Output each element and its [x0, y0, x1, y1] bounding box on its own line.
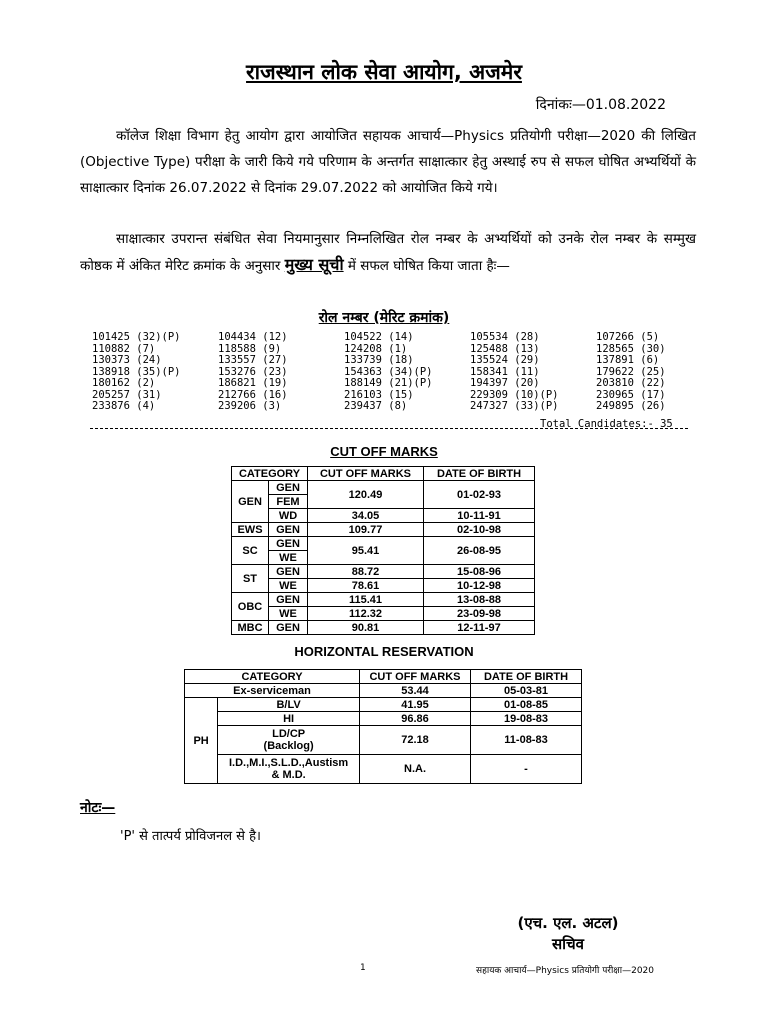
cell-subcategory: WE — [269, 607, 308, 621]
cell-marks: 96.86 — [360, 712, 471, 726]
cell-dob: 10-11-91 — [424, 509, 535, 523]
table-row — [185, 684, 582, 698]
document-date: दिनांकः—01.08.2022 — [535, 97, 666, 113]
col-header-category: CATEGORY — [185, 670, 360, 684]
roll-entry: 239206 (3) — [218, 400, 282, 412]
cell-subcategory: B/LV — [218, 698, 360, 712]
roll-entry: 104434 (12) — [218, 331, 288, 343]
result-paragraph-text-2: में सफल घोषित किया जाता हैः— — [343, 258, 510, 274]
roll-entry: 229309 (10)(P) — [470, 388, 559, 401]
cell-subcategory: GEN — [269, 593, 308, 607]
roll-number-list — [92, 332, 722, 413]
roll-entry: 107266 (5) — [596, 331, 660, 343]
table-header-row — [232, 467, 535, 481]
cell-marks: 95.41 — [308, 537, 424, 565]
roll-entry: 124208 (1) — [344, 342, 408, 355]
cell-dob: 10-12-98 — [424, 579, 535, 593]
roll-entry: 180162 (2) — [92, 377, 156, 389]
idmi-label-2: & M.D. — [271, 769, 306, 781]
roll-entry: 110882 (7) — [92, 342, 156, 355]
roll-entry: 101425 (32)(P) — [92, 331, 181, 343]
roll-entry: 153276 (23) — [218, 365, 288, 378]
cell-marks: 90.81 — [308, 621, 424, 635]
roll-row — [92, 332, 722, 344]
page-title: राजस्थान लोक सेवा आयोग, अजमेर — [246, 60, 522, 84]
roll-entry: 249895 (26) — [596, 400, 666, 412]
cell-category: SC — [232, 537, 269, 565]
roll-entry: 233876 (4) — [92, 400, 156, 412]
page-number: 1 — [360, 963, 366, 973]
roll-entry: 154363 (34)(P) — [344, 365, 433, 378]
cell-dob: 05-03-81 — [471, 684, 582, 698]
dashed-divider — [90, 428, 688, 429]
table-row — [232, 565, 535, 579]
table-row — [232, 509, 535, 523]
cell-marks: 120.49 — [308, 481, 424, 509]
cell-marks: 34.05 — [308, 509, 424, 523]
cell-category: ST — [232, 565, 269, 593]
roll-entry: 135524 (29) — [470, 354, 540, 366]
roll-entry: 247327 (33)(P) — [470, 400, 559, 412]
horizontal-reservation-title: HORIZONTAL RESERVATION — [294, 644, 474, 659]
roll-entry: 230965 (17) — [596, 388, 666, 401]
cell-marks: 88.72 — [308, 565, 424, 579]
cell-marks: 112.32 — [308, 607, 424, 621]
roll-entry: 105534 (28) — [470, 331, 540, 343]
roll-entry: 205257 (31) — [92, 388, 162, 401]
table-row — [185, 755, 582, 784]
roll-entry: 203810 (22) — [596, 377, 666, 389]
cell-subcategory: GEN — [269, 523, 308, 537]
roll-entry: 138918 (35)(P) — [92, 365, 181, 378]
cell-subcategory — [218, 755, 360, 784]
col-header-marks: CUT OFF MARKS — [360, 670, 471, 684]
roll-row — [92, 355, 722, 367]
ldcp-label: LD/CP — [272, 728, 306, 740]
roll-entry: 137891 (6) — [596, 354, 660, 366]
table-row — [232, 523, 535, 537]
roll-entry: 212766 (16) — [218, 388, 288, 401]
footer-text: सहायक आचार्य—Physics प्रतियोगी परीक्षा—2020 — [476, 966, 655, 976]
cell-marks: 78.61 — [308, 579, 424, 593]
cutoff-table — [231, 466, 535, 635]
idmi-label: I.D.,M.I.,S.L.D.,Austism — [229, 757, 349, 769]
cell-subcategory: GEN — [269, 537, 308, 551]
cell-category: PH — [185, 698, 218, 784]
ldcp-backlog-label: (Backlog) — [263, 740, 314, 752]
note-text: 'P' से तात्पर्य प्रोविजनल से है। — [120, 829, 261, 844]
cell-subcategory: GEN — [269, 621, 308, 635]
roll-entry: 133739 (18) — [344, 354, 414, 366]
cell-marks: 41.95 — [360, 698, 471, 712]
cell-subcategory: HI — [218, 712, 360, 726]
roll-entry: 239437 (8) — [344, 400, 408, 412]
roll-entry: 133557 (27) — [218, 354, 288, 366]
roll-entry: 104522 (14) — [344, 331, 414, 343]
cell-marks: 109.77 — [308, 523, 424, 537]
roll-entry: 125488 (13) — [470, 342, 540, 355]
col-header-dob: DATE OF BIRTH — [424, 467, 535, 481]
table-row — [232, 593, 535, 607]
cell-category: Ex-serviceman — [185, 684, 360, 698]
cell-subcategory: WE — [269, 551, 308, 565]
roll-entry: 179622 (25) — [596, 365, 666, 378]
cell-subcategory: FEM — [269, 495, 308, 509]
cell-dob: 15-08-96 — [424, 565, 535, 579]
roll-row — [92, 401, 722, 413]
cell-dob: 26-08-95 — [424, 537, 535, 565]
note-label: नोटः— — [80, 800, 116, 816]
roll-row — [92, 378, 722, 390]
cell-dob: 12-11-97 — [424, 621, 535, 635]
cell-subcategory: GEN — [269, 481, 308, 495]
cell-dob: 11-08-83 — [471, 726, 582, 755]
cell-category: EWS — [232, 523, 269, 537]
signatory-designation: सचिव — [552, 935, 584, 953]
signatory-name: (एच. एल. अटल) — [517, 914, 619, 932]
horizontal-reservation-table — [184, 669, 582, 784]
cell-dob: 13-08-88 — [424, 593, 535, 607]
cell-subcategory: WE — [269, 579, 308, 593]
table-row — [232, 579, 535, 593]
cutoff-title: CUT OFF MARKS — [330, 444, 438, 459]
intro-paragraph: कॉलेज शिक्षा विभाग हेतु आयोग द्वारा आयोजित सहायक आचार्य—Physics प्रतियोगी परीक्षा—2020 की लिखित (Objective Type) परीक्षा के जारी किये गये परिणाम के अन्तर्गत साक्षात्कार हेतु अस्थाई रुप से सफल घोषित अभ्यर्थियों के साक्षात्कार दिनांक 26.07.2022 से दिनांक 29.07.2022 को आयोजित किये गये। — [80, 128, 696, 196]
col-header-dob: DATE OF BIRTH — [471, 670, 582, 684]
cell-subcategory — [218, 726, 360, 755]
roll-entry: 130373 (24) — [92, 354, 162, 366]
roll-entry: 158341 (11) — [470, 365, 540, 378]
cell-category: MBC — [232, 621, 269, 635]
cell-dob: 01-02-93 — [424, 481, 535, 509]
cell-dob: 01-08-85 — [471, 698, 582, 712]
cell-subcategory: WD — [269, 509, 308, 523]
col-header-category: CATEGORY — [232, 467, 308, 481]
cell-subcategory: GEN — [269, 565, 308, 579]
roll-entry: 194397 (20) — [470, 377, 540, 389]
table-row — [185, 712, 582, 726]
table-row — [232, 537, 535, 551]
roll-heading: रोल नम्बर (मेरिट क्रमांक) — [318, 310, 450, 326]
cell-marks: N.A. — [360, 755, 471, 784]
cell-marks: 115.41 — [308, 593, 424, 607]
cell-dob: 23-09-98 — [424, 607, 535, 621]
roll-entry: 118588 (9) — [218, 342, 282, 355]
roll-entry: 128565 (30) — [596, 342, 666, 355]
table-row — [232, 481, 535, 495]
roll-entry: 216103 (15) — [344, 388, 414, 401]
cell-marks: 72.18 — [360, 726, 471, 755]
table-header-row — [185, 670, 582, 684]
table-row — [232, 607, 535, 621]
cell-dob: 19-08-83 — [471, 712, 582, 726]
cell-category: GEN — [232, 481, 269, 523]
roll-entry: 188149 (21)(P) — [344, 377, 433, 389]
result-paragraph — [80, 226, 696, 279]
table-row — [185, 726, 582, 755]
table-row — [232, 621, 535, 635]
col-header-marks: CUT OFF MARKS — [308, 467, 424, 481]
main-list-label: मुख्य सूची — [284, 255, 344, 274]
result-paragraph-text-1: साक्षात्कार उपरान्त संबंधित सेवा नियमानुसार निम्नलिखित रोल नम्बर के अभ्यर्थियों को उनके रोल नम्बर के सम्मुख कोष्ठक में अंकित मेरिट क्रमांक के अनुसार — [80, 231, 696, 274]
roll-entry: 186821 (19) — [218, 377, 288, 389]
cell-category: OBC — [232, 593, 269, 621]
table-row — [185, 698, 582, 712]
cell-dob: - — [471, 755, 582, 784]
cell-marks: 53.44 — [360, 684, 471, 698]
cell-dob: 02-10-98 — [424, 523, 535, 537]
total-candidates: Total Candidates:- 35 — [540, 418, 673, 430]
